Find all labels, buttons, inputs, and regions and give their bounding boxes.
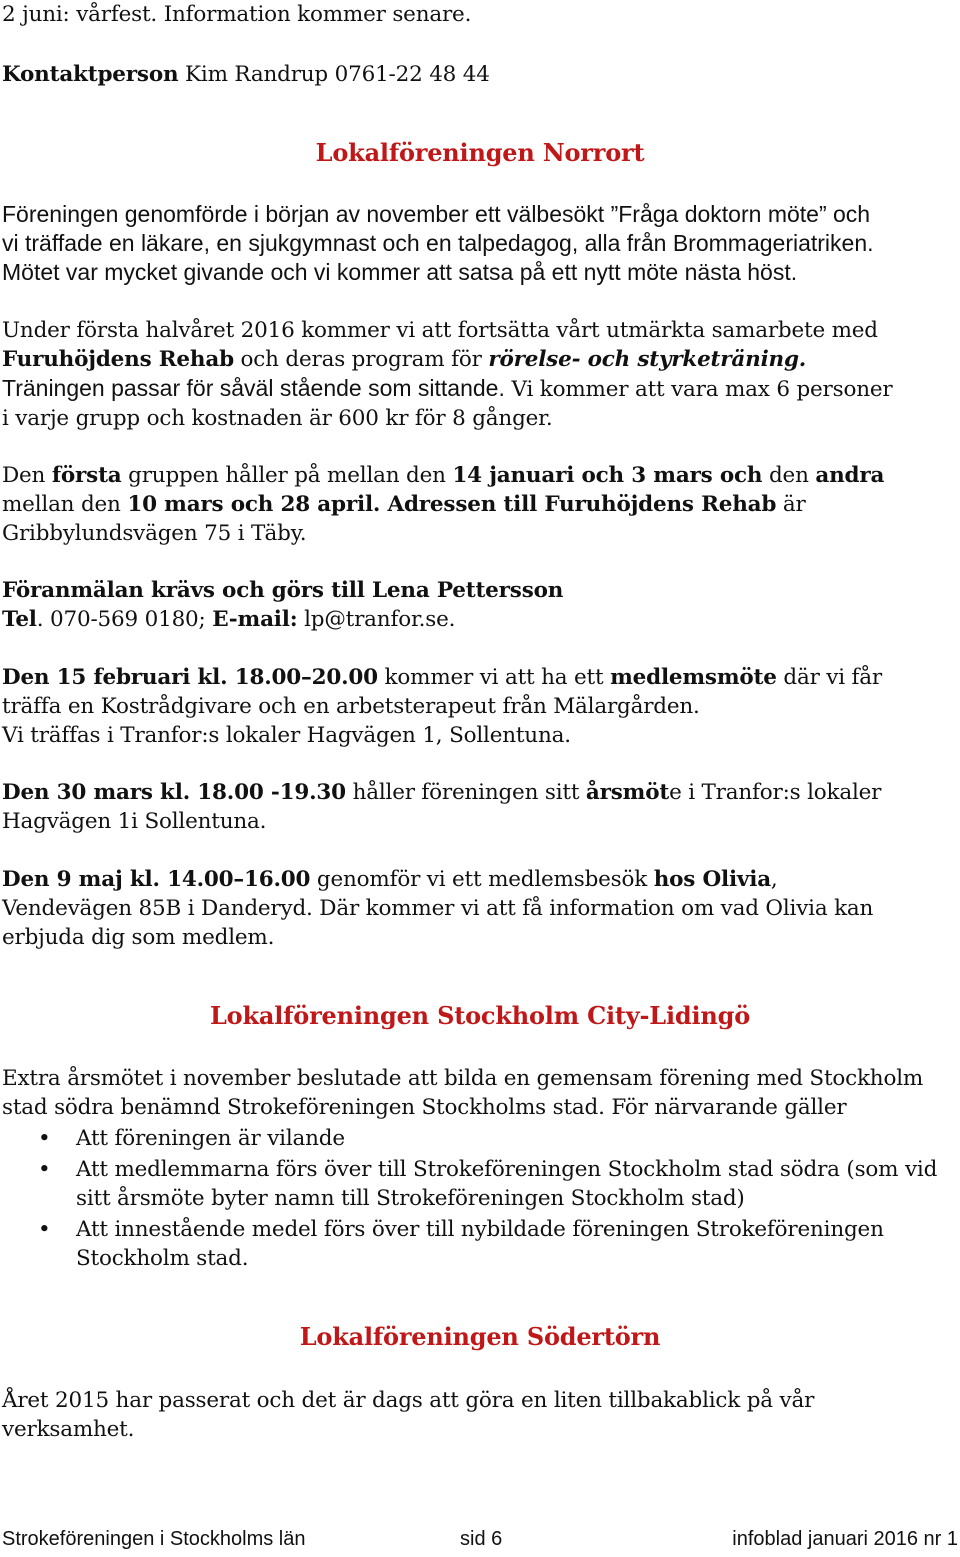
norrort-p2-line4: i varje grupp och kostnaden är 600 kr för 8 gånger. [2, 406, 553, 431]
norrort-paragraph-7 [2, 865, 958, 952]
bullet-icon: • [38, 1217, 51, 1242]
heading-sodertorn: Lokalföreningen Södertörn [299, 1322, 661, 1351]
p6-arsmote: årsmöt [585, 780, 670, 805]
list-item-text: Att föreningen är vilande [76, 1126, 345, 1151]
p3-a: gruppen håller på mellan den [121, 463, 453, 488]
furuhojdens-rehab: Furuhöjdens Rehab [2, 347, 234, 372]
heading-city-lidingo: Lokalföreningen Stockholm City-Lidingö [209, 1001, 751, 1030]
norrort-p1-line1: Föreningen genomförde i början av november ett välbesökt ”Fråga doktorn möte” och [2, 201, 871, 227]
p5-a: kommer vi att ha ett [377, 665, 611, 690]
bullet-icon: • [38, 1157, 51, 1182]
norrort-p7-line2: Vendevägen 85B i Danderyd. Där kommer vi att få information om vad Olivia kan [2, 896, 874, 921]
registration-line [2, 576, 958, 605]
email-value: lp@tranfor.se. [297, 607, 456, 632]
norrort-paragraph-2 [2, 316, 958, 433]
list-item [2, 1215, 958, 1273]
norrort-p7-line1 [2, 865, 958, 894]
bullet-list [2, 1124, 958, 1273]
tel-label: Tel [2, 607, 37, 632]
sodertorn-p1-line2: verksamhet. [2, 1417, 135, 1442]
list-item [2, 1155, 958, 1213]
norrort-p3-line1 [2, 461, 958, 490]
norrort-p1-line2: vi träffade en läkare, en sjukgymnast och en talpedagog, alla från Brommageriatriken. [2, 230, 874, 256]
p5-date: Den 15 februari kl. 18.00–20.00 [2, 665, 378, 690]
p3-andra: andra [815, 463, 885, 488]
p3-c: mellan den [2, 492, 128, 517]
p7-olivia: hos Olivia [653, 867, 771, 892]
p3-b: den [762, 463, 816, 488]
city-bullet-list [2, 1124, 958, 1273]
norrort-p3-line2 [2, 490, 958, 519]
norrort-p1-line3: Mötet var mycket givande och vi kommer att satsa på ett nytt möte nästa höst. [2, 259, 798, 285]
bullet-icon: • [38, 1126, 51, 1151]
norrort-p6-line1 [2, 778, 958, 807]
norrort-paragraph-4 [2, 576, 958, 634]
sodertorn-paragraph-1 [2, 1386, 958, 1444]
p2-mid: och deras program för [233, 347, 489, 372]
p3-den: Den [2, 463, 52, 488]
p7-a: genomför vi ett medlemsbesök [310, 867, 654, 892]
contact-line [2, 60, 958, 89]
norrort-p6-line2: Hagvägen 1i Sollentuna. [2, 809, 267, 834]
norrort-paragraph-5 [2, 663, 958, 750]
norrort-p3-line3: Gribbylundsvägen 75 i Täby. [2, 521, 307, 546]
contact-details-line [2, 605, 958, 634]
p3-dates1: 14 januari och 3 mars och [452, 463, 763, 488]
p6-a: håller föreningen sitt [345, 780, 586, 805]
norrort-paragraph-6 [2, 778, 958, 836]
p6-date: Den 30 mars kl. 18.00 -19.30 [2, 780, 346, 805]
p6-b: e i Tranfor:s lokaler [669, 780, 882, 805]
city-paragraph-1 [2, 1064, 958, 1122]
norrort-p2-line1: Under första halvåret 2016 kommer vi att fortsätta vårt utmärkta samarbete med [2, 318, 878, 343]
program-name: rörelse- och styrketräning. [488, 347, 807, 372]
tel-value: . 070-569 0180; [36, 607, 213, 632]
contact-value: Kim Randrup 0761-22 48 44 [178, 62, 490, 87]
list-item-text: Att medlemmarna förs över till Strokeföreningen Stockholm stad södra (som vid sitt årsmöte byter namn till Strokeföreningen Stockholm stad) [76, 1157, 938, 1211]
city-p1-line1: Extra årsmötet i november beslutade att bilda en gemensam förening med Stockholm [2, 1066, 924, 1091]
training-note: Träningen passar för såväl stående som sittande. [2, 375, 505, 401]
intro-date-line: 2 juni: vårfest. Information kommer senare. [2, 2, 472, 27]
p5-b: där vi får [776, 665, 882, 690]
p3-d: är [776, 492, 806, 517]
p3-forsta: första [51, 463, 122, 488]
p3-dates2: 10 mars och 28 april. Adressen till Furuhöjdens Rehab [127, 492, 777, 517]
footer-page-number: sid 6 [460, 1528, 503, 1550]
sodertorn-p1-line1: Året 2015 har passerat och det är dags att göra en liten tillbakablick på vår [2, 1388, 815, 1413]
registration-text: Föranmälan krävs och görs till Lena Pettersson [2, 578, 564, 603]
norrort-paragraph-1 [2, 200, 958, 287]
norrort-p2-line2 [2, 345, 958, 374]
list-item [2, 1124, 958, 1153]
heading-norrort: Lokalföreningen Norrort [315, 138, 645, 167]
norrort-p7-line3: erbjuda dig som medlem. [2, 925, 275, 950]
group-size-note: Vi kommer att vara max 6 personer [504, 377, 893, 402]
norrort-p5-line1 [2, 663, 958, 692]
norrort-p2-line3 [2, 374, 958, 404]
footer-organization: Strokeföreningen i Stockholms län [2, 1528, 306, 1550]
p7-b: , [770, 867, 778, 892]
norrort-p5-line2: träffa en Kostrådgivare och en arbetsterapeut från Mälargården. [2, 694, 700, 719]
footer-issue: infoblad januari 2016 nr 1 [732, 1528, 958, 1550]
norrort-p5-line3: Vi träffas i Tranfor:s lokaler Hagvägen 1, Sollentuna. [2, 723, 571, 748]
p5-meeting: medlemsmöte [610, 665, 777, 690]
norrort-paragraph-3 [2, 461, 958, 548]
list-item-text: Att innestående medel förs över till nybildade föreningen Strokeföreningen Stockholm stad. [76, 1217, 884, 1271]
p7-date: Den 9 maj kl. 14.00–16.00 [2, 867, 311, 892]
contact-label: Kontaktperson [2, 62, 179, 87]
city-p1-line2: stad södra benämnd Strokeföreningen Stockholms stad. För närvarande gäller [2, 1095, 847, 1120]
email-label: E-mail: [212, 607, 298, 632]
